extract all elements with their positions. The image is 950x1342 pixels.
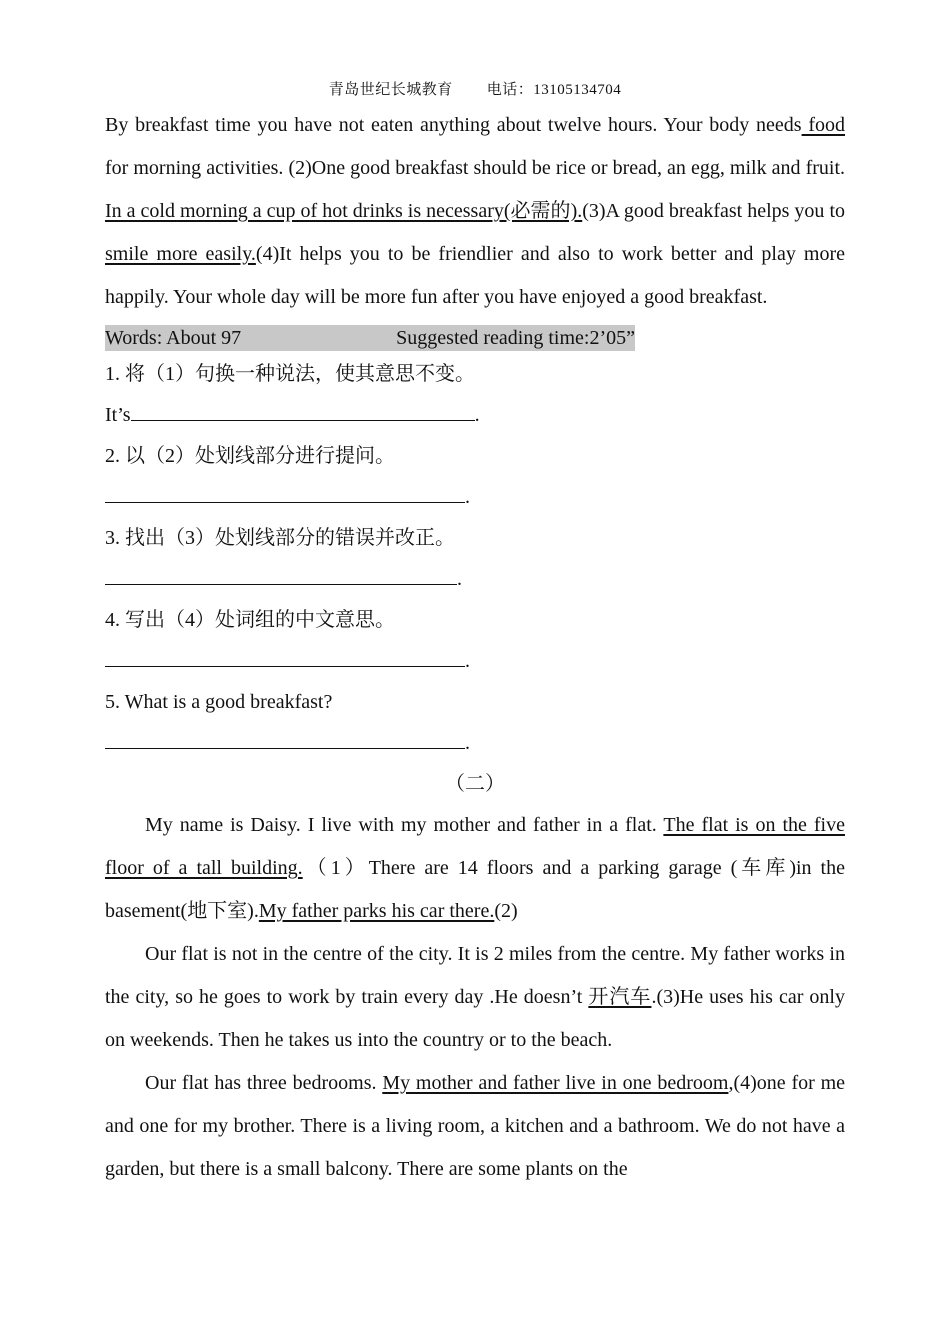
answer-line-4 xyxy=(105,641,845,682)
answer-line-3 xyxy=(105,559,845,600)
passage-2-paragraph-2 xyxy=(105,933,845,1062)
reading-meta-bar xyxy=(105,325,635,351)
answer-blank-2[interactable] xyxy=(105,480,465,503)
passage-2-paragraph-1 xyxy=(105,804,845,933)
answer-line-2 xyxy=(105,477,845,518)
period: . xyxy=(457,568,462,590)
passage-1 xyxy=(105,104,845,319)
underlined-food: food xyxy=(801,114,845,136)
word-count: Words: About 97 xyxy=(105,327,242,349)
question-5: 5. What is a good breakfast? xyxy=(105,691,333,713)
answer-blank-5[interactable] xyxy=(105,726,465,749)
passage-1-text: By breakfast time you have not eaten anything about twelve hours. Your body needs xyxy=(105,114,802,136)
passage-2-text: ,(4)one for me and one for my brother. There is a living room, a kitchen and a bathroom. We do not have a garden, but there is a small balcony. There are some plants on the xyxy=(105,1072,846,1180)
passage-2-text: Our flat is not in the centre of the city. It is 2 miles from the centre. My father works in the city, so he goes to work by train every day .He doesn’t xyxy=(105,943,845,1008)
answer-line-1 xyxy=(105,395,845,436)
passage-2-text: （1）There are 14 floors and a parking garage (车库)in the basement(地下室). xyxy=(105,857,845,922)
period: . xyxy=(474,404,480,426)
underlined-sentence-2: My father parks his car there. xyxy=(258,900,495,922)
period: . xyxy=(465,486,470,508)
question-1: 1. 将（1）句换一种说法，使其意思不变。 xyxy=(105,363,475,385)
underlined-sentence-3: smile more easily. xyxy=(105,243,256,265)
passage-2-text: (2) xyxy=(494,900,518,922)
passage-1-text: for morning activities. (2)One good breakfast should be rice or bread, an egg, milk and fruit. xyxy=(105,157,845,179)
underlined-phrase-3: 开汽车 xyxy=(588,986,652,1008)
passage-2-text: Our flat has three bedrooms. xyxy=(145,1072,383,1094)
underlined-sentence-1: In a cold morning a cup of hot drinks is necessary(必需的). xyxy=(105,200,583,222)
answer-blank-4[interactable] xyxy=(105,644,465,667)
answer-blank-3[interactable] xyxy=(105,562,457,585)
page-header xyxy=(0,78,950,99)
answer-line-5 xyxy=(105,723,845,764)
header-org: 青岛世纪长城教育 xyxy=(328,82,453,98)
passage-2-text: My name is Daisy. I live with my mother and father in a flat. xyxy=(145,814,664,836)
period: . xyxy=(465,732,470,754)
answer-1-prefix: It’s xyxy=(105,404,131,426)
passage-1-text: (4)It helps you to be friendlier and also to work better and play more happily. Your whole day will be more fun after you have enjoyed a good breakfast. xyxy=(105,243,845,308)
question-2: 2. 以（2）处划线部分进行提问。 xyxy=(105,445,395,467)
section-2-title: （二） xyxy=(445,773,505,795)
question-4: 4. 写出（4）处词组的中文意思。 xyxy=(105,609,395,631)
answer-blank-1[interactable] xyxy=(131,398,475,421)
question-3: 3. 找出（3）处划线部分的错误并改正。 xyxy=(105,527,455,549)
passage-1-text: (3)A good breakfast helps you to xyxy=(582,200,846,222)
underlined-sentence-4: My mother and father live in one bedroom xyxy=(382,1072,729,1094)
passage-2-text: .(3)He uses his car only on weekends. Then he takes us into the country or to the beach. xyxy=(105,986,845,1051)
passage-2-paragraph-3 xyxy=(105,1062,845,1191)
period: . xyxy=(465,650,470,672)
content xyxy=(105,104,845,1191)
underlined-sentence-1: The flat is on the five floor of a tall building. xyxy=(105,814,845,879)
reading-time: Suggested reading time:2’05” xyxy=(396,327,635,349)
header-phone: 电话：13105134704 xyxy=(486,82,622,98)
